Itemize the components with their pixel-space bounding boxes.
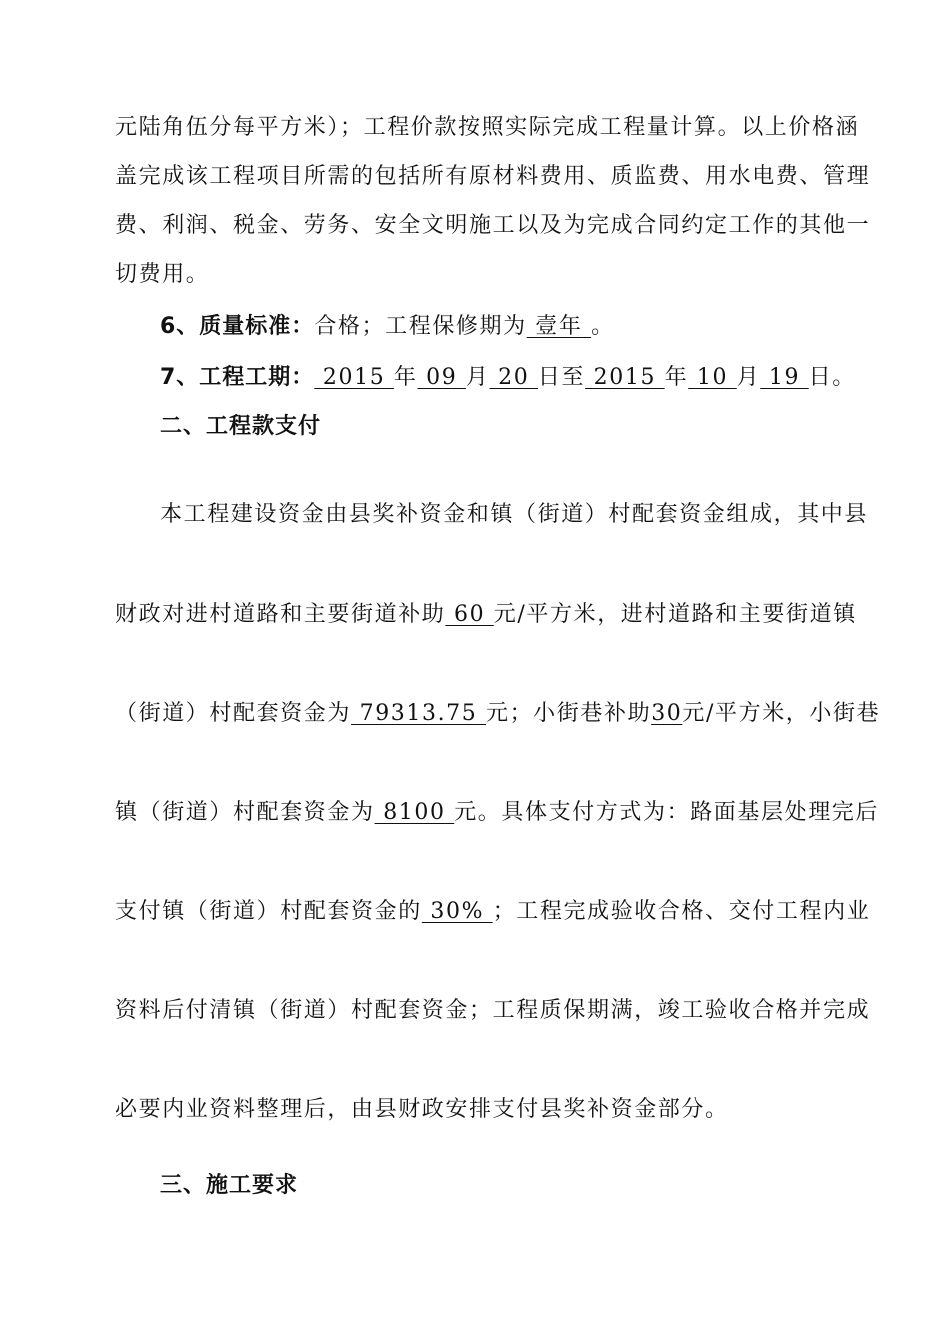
subsidy-alley-value: 30 — [651, 701, 683, 726]
punctuation: 。 — [591, 314, 615, 339]
end-day: 19 — [760, 365, 809, 390]
quality-standard-text: 合格；工程保修期为 — [314, 314, 527, 339]
main-road-matching-fund-value: 79313.75 — [351, 701, 486, 726]
section-heading-construction-requirements: 三、施工要求 — [160, 1173, 299, 1198]
paragraph-line: 费、利润、税金、劳务、安全文明施工以及为完成合同约定工作的其他一 — [115, 213, 871, 238]
paragraph-line: 元陆角伍分每平方米）；工程价款按照实际完成工程量计算。以上价格涵 — [115, 115, 860, 140]
construction-period-label: 7、工程工期： — [160, 365, 315, 390]
start-day: 20 — [489, 365, 538, 390]
end-year: 2015 — [585, 365, 665, 390]
year-unit: 年 — [664, 365, 689, 390]
alley-matching-fund-value: 8100 — [374, 800, 455, 825]
section-heading-payment: 二、工程款支付 — [160, 414, 322, 439]
paragraph-line: 资料后付清镇（街道）村配套资金；工程质保期满，竣工验收合格并完成 — [115, 998, 871, 1023]
paragraph-text: 本工程建设资金由县奖补资金和镇（街道）村配套资金组成，其中县 — [160, 502, 869, 527]
first-payment-percent-value: 30% — [421, 899, 493, 924]
paragraph-text: 元/平方米，小街巷 — [682, 701, 881, 726]
paragraph-line: 盖完成该工程项目所需的包括所有原材料费用、质监费、用水电费、管理 — [115, 164, 871, 189]
paragraph-text: 镇（街道）村配套资金为 — [115, 800, 375, 825]
paragraph-text: 财政对进村道路和主要街道补助 — [115, 602, 446, 627]
paragraph-text: 支付镇（街道）村配套资金的 — [115, 899, 422, 924]
paragraph-line: 必要内业资料整理后，由县财政安排支付县奖补资金部分。 — [115, 1097, 729, 1122]
paragraph-line — [115, 600, 857, 630]
construction-period-line — [160, 363, 880, 393]
paragraph-text: 元/平方米，进村道路和主要街道镇 — [493, 602, 857, 627]
subsidy-main-road-value: 60 — [445, 602, 494, 627]
start-year: 2015 — [314, 365, 394, 390]
paragraph-line — [115, 897, 871, 927]
end-month: 10 — [688, 365, 737, 390]
paragraph-text: （街道）村配套资金为 — [115, 701, 352, 726]
paragraph-text: 元。具体支付方式为：路面基层处理完后 — [454, 800, 879, 825]
day-unit: 日。 — [808, 365, 856, 390]
paragraph-line — [115, 798, 879, 828]
start-month: 09 — [417, 365, 466, 390]
quality-standard-label: 6、质量标准： — [160, 314, 315, 339]
quality-standard-line — [160, 312, 880, 342]
paragraph-line — [160, 500, 869, 530]
paragraph-line: 切费用。 — [115, 262, 210, 287]
warranty-period-value: 壹年 — [526, 314, 592, 339]
month-unit: 月 — [736, 365, 761, 390]
month-unit: 月 — [465, 365, 490, 390]
year-unit: 年 — [393, 365, 418, 390]
day-unit: 日至 — [537, 365, 586, 390]
paragraph-line — [115, 699, 881, 729]
paragraph-text: 元；小街巷补助 — [485, 701, 652, 726]
paragraph-text: ；工程完成验收合格、交付工程内业 — [492, 899, 871, 924]
